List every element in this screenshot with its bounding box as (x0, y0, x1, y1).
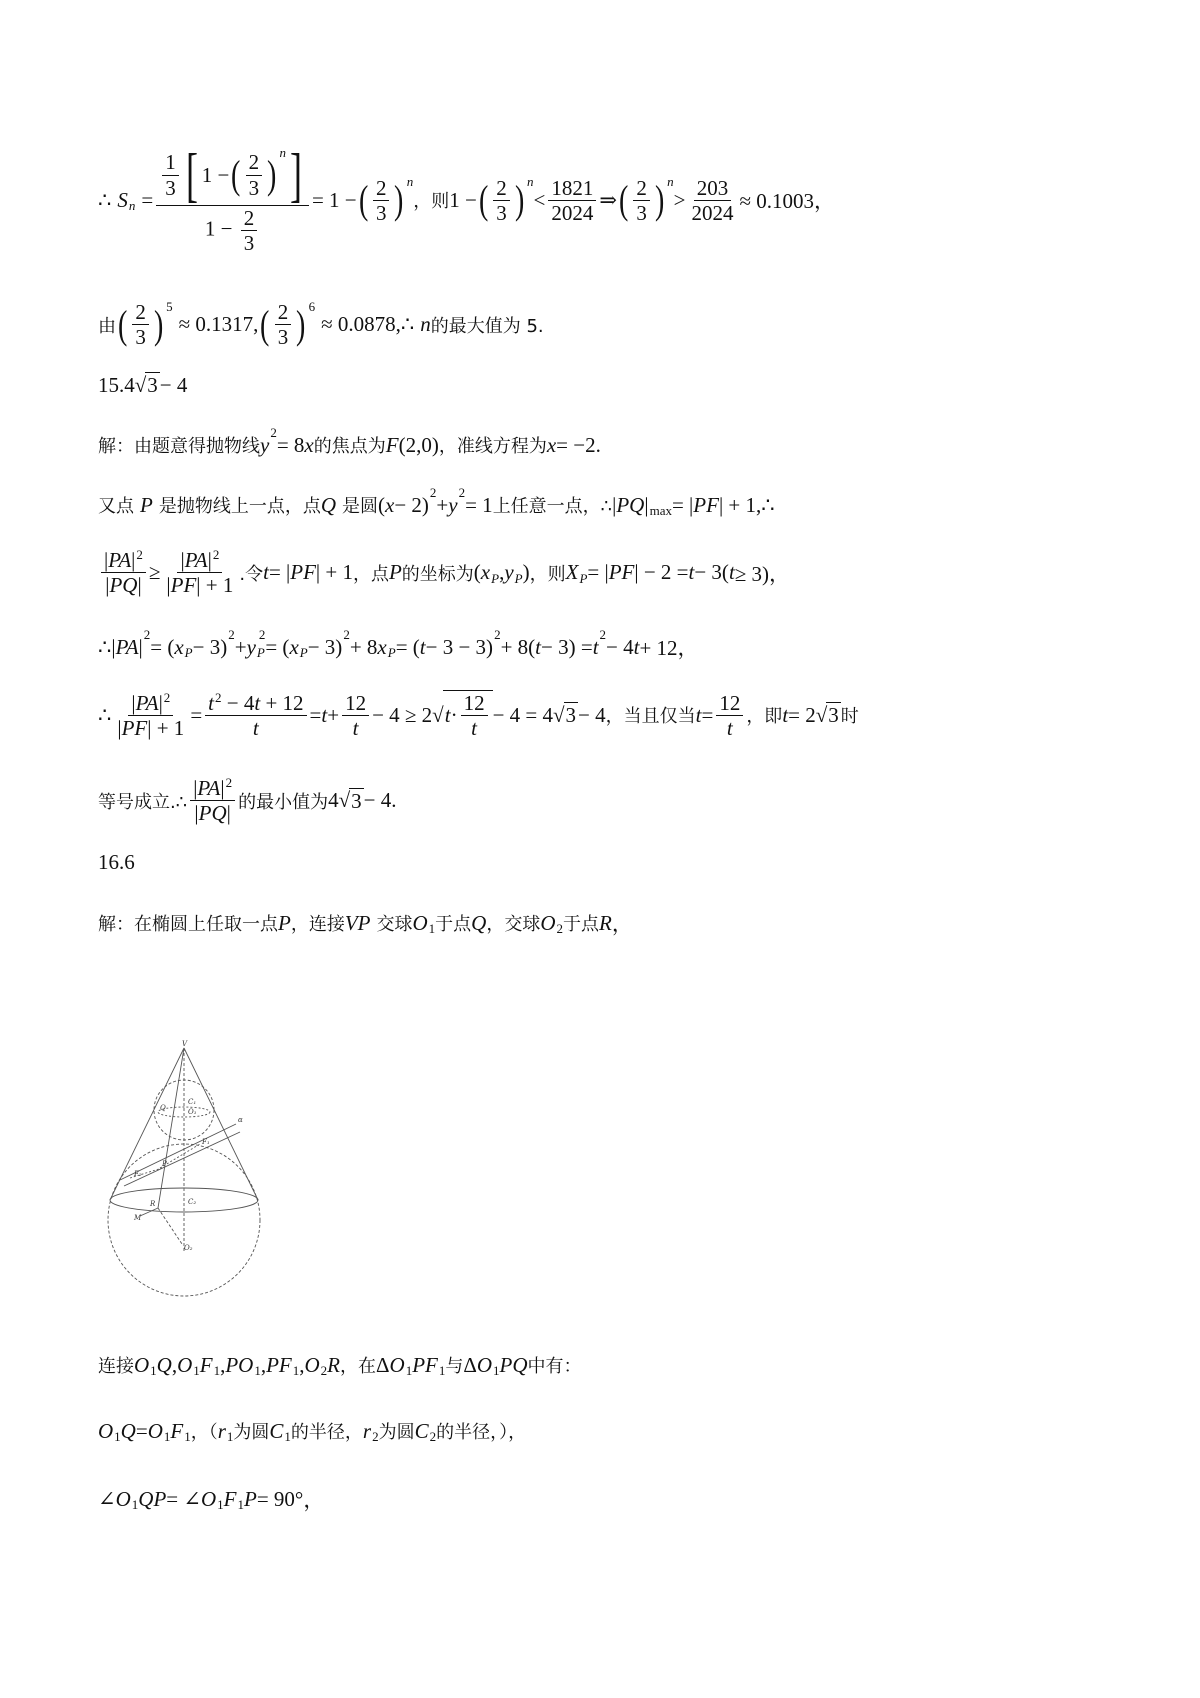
approx-01317: ≈ 0.1317, (178, 312, 259, 337)
question-number-16: 16.6 (98, 850, 135, 874)
coordinates-text: 的坐标为 (401, 563, 474, 585)
intersect-sphere-text: 交球 (376, 914, 413, 935)
fraction-den-2024: 2024 (551, 200, 594, 225)
paren-open-text: ，（ (190, 1422, 218, 1443)
label-F1: F₁ (202, 1138, 210, 1146)
sn-fraction: $\frac{1}{3}$ [ 1 − ( $\frac{2}{3}$ ) n ] 1 − $\frac{2}{3}$ (156, 145, 309, 255)
radius-text-2: 的半径，）， (436, 1422, 527, 1443)
equal-radius-line: O 1 Q = O 1 F 1 ，（ r 1 为圆 C 1 的半径， r 2 为圆 C 2 的半径，）， (98, 1418, 527, 1444)
intersect-sphere-text-2: ，交球 (486, 914, 541, 935)
point-p-line: 又点 P 是抛物线上一点，点 Q 是圆 ( x − 2) 2 + y 2 = 1 上任意一点，∴ | PQ | max = | PF | + 1,∴ (98, 485, 775, 518)
is-circle-text-2: 为圆 (378, 1422, 415, 1443)
pa-squared-line: ∴| PA | 2 = ( x P − 3) 2 + y P 2 = ( x P − 3) 2 + 8 x P = ( t − 3 − 3) 2 + 8( t − 3) = t 2 − 4 t + 12， (98, 627, 699, 660)
right-angle-line: ∠ O 1 QP = ∠ O 1 F 1 P = 90° ， (98, 1484, 324, 1514)
also-point-text: 又点 (98, 496, 134, 517)
solution-intro: 解：由题意得抛物线 (98, 436, 260, 457)
connect-text: ，连接 (290, 914, 345, 935)
connect-intro: 连接 (98, 1356, 134, 1377)
fraction-num-1821: 1821 (548, 176, 596, 201)
label-V: V (182, 1040, 188, 1048)
max-n-line: 由 ( $\frac{2}{3}$ ) 5 ≈ 0.1317, ( $\frac{2}{3}$ ) 6 ≈ 0.0878,∴ n 的最大值为 5. (98, 298, 544, 350)
therefore-symbol: ∴ (98, 187, 112, 212)
point-text: ，点 (352, 563, 389, 585)
label-C1: C₁ (188, 1098, 197, 1106)
label-M: M (134, 1214, 142, 1222)
directrix-text: ，准线方程为 (438, 436, 547, 457)
focus-text: 的焦点为 (313, 436, 386, 457)
min-value-text: 的最小值为 (238, 791, 329, 813)
is-circle-text-1: 为圆 (233, 1422, 270, 1443)
parabola-line: 解：由题意得抛物线 y 2 = 8 x 的焦点为 F (2,0) ，准线方程为 x = −2. (98, 425, 601, 457)
is-circle-text: 是圆 (342, 496, 378, 517)
ellipse-line: 解：在椭圆上任取一点 P ，连接 VP 交球 O 1 于点 Q ，交球 O 2 于点 R ， (98, 910, 633, 936)
at-point-text: 于点 (435, 914, 472, 935)
min-value-line: 等号成立.∴ $\frac{|PA|^2}{|PQ|}$ 的最小值为 4√ 3 − 4. (98, 775, 397, 826)
have-text: 中有： (527, 1356, 582, 1377)
label-alpha: α (238, 1116, 243, 1124)
and-text: 与 (445, 1356, 464, 1377)
label-O2: O₂ (184, 1244, 193, 1252)
at-point-text-2: 于点 (563, 914, 599, 935)
label-O1: O₁ (188, 1108, 197, 1116)
radius-text-1: 的半径， (290, 1422, 363, 1443)
connect-line: 连接 O 1 Q , O 1 F 1 , PO 1 , PF 1 , O 2 R ，在 Δ O 1 PF 1 与 Δ O 1 PQ 中有： (98, 1352, 582, 1378)
iff-text: ，当且仅当 (605, 706, 696, 728)
cone-diagram (100, 1040, 270, 1320)
on-parabola-text: 是抛物线上一点，点 (158, 496, 321, 517)
question-number-15: 15. (98, 372, 125, 397)
when-text: 时 (840, 706, 859, 728)
comma-end: ， (303, 1488, 325, 1512)
am-gm-line: ∴ $\frac{|PA|^2}{|PF| + 1}$ = $\frac{t^2 - 4t + 12}{t}$ = t + $\frac{12}{t}$ − 4 ≥ 2√ t · $\frac{12}{t}$ − 4 = 4√ 3 − 4 ，当且仅当 t = $\frac{12}{t}$ ，即 t = 2√ 3 时 (98, 689, 859, 741)
answer-16-line (98, 850, 135, 875)
any-point-text: 上任意一点，∴ (492, 496, 613, 517)
namely-text: ，即 (746, 706, 783, 728)
then-text-2: ，则 (529, 563, 566, 585)
fraction-den-2024-b: 2024 (691, 200, 734, 225)
label-F2: F₂ (134, 1170, 142, 1178)
approx-00878: ≈ 0.0878,∴ (321, 312, 415, 337)
then-text: ，则 (413, 191, 450, 213)
fraction-num-203: 203 (694, 176, 732, 201)
let-text: .令 (239, 563, 264, 585)
ratio-line: $\frac{|PA|^2}{|PQ|}$ ≥ $\frac{|PA|^2}{|PF| + 1}$ .令 t = | PF | + 1 ，点 P 的坐标为 ( x P , y P ) ，则 X P = | PF | − 2 = t − 3( t ≥ 3)， (98, 548, 790, 597)
ellipse-intro: 解：在椭圆上任取一点 (98, 914, 278, 935)
label-Q: Q (160, 1104, 166, 1112)
sn-formula-line: ∴ S n = $\frac{1}{3}$ [ 1 − ( $\frac{2}{3}$ ) n ] 1 − $\frac{2}{3}$ = 1 − ( $\frac{2}{3}$ ) n ，则 1 − ( $\frac{2}{3}$ ) n < $\frac{1821}{2024}$ ⇒ ( $\frac{2}{3}$ ) n > $\frac{203}{2024}$ ≈ 0.1003， (98, 142, 836, 256)
dandelin-spheres-figure (100, 1040, 270, 1325)
equality-text: 等号成立.∴ (98, 791, 188, 813)
label-R: R (150, 1200, 156, 1208)
label-P: P (162, 1160, 167, 1168)
by-text: 由 (98, 315, 116, 337)
approx-01003: ≈ 0.1003， (739, 189, 836, 214)
label-C2: C₂ (188, 1198, 197, 1206)
answer-15-line: 15. 4√ 3 − 4 (98, 372, 188, 397)
in-text: ，在 (340, 1356, 376, 1377)
max-value-text: 的最大值为 5. (430, 315, 544, 337)
